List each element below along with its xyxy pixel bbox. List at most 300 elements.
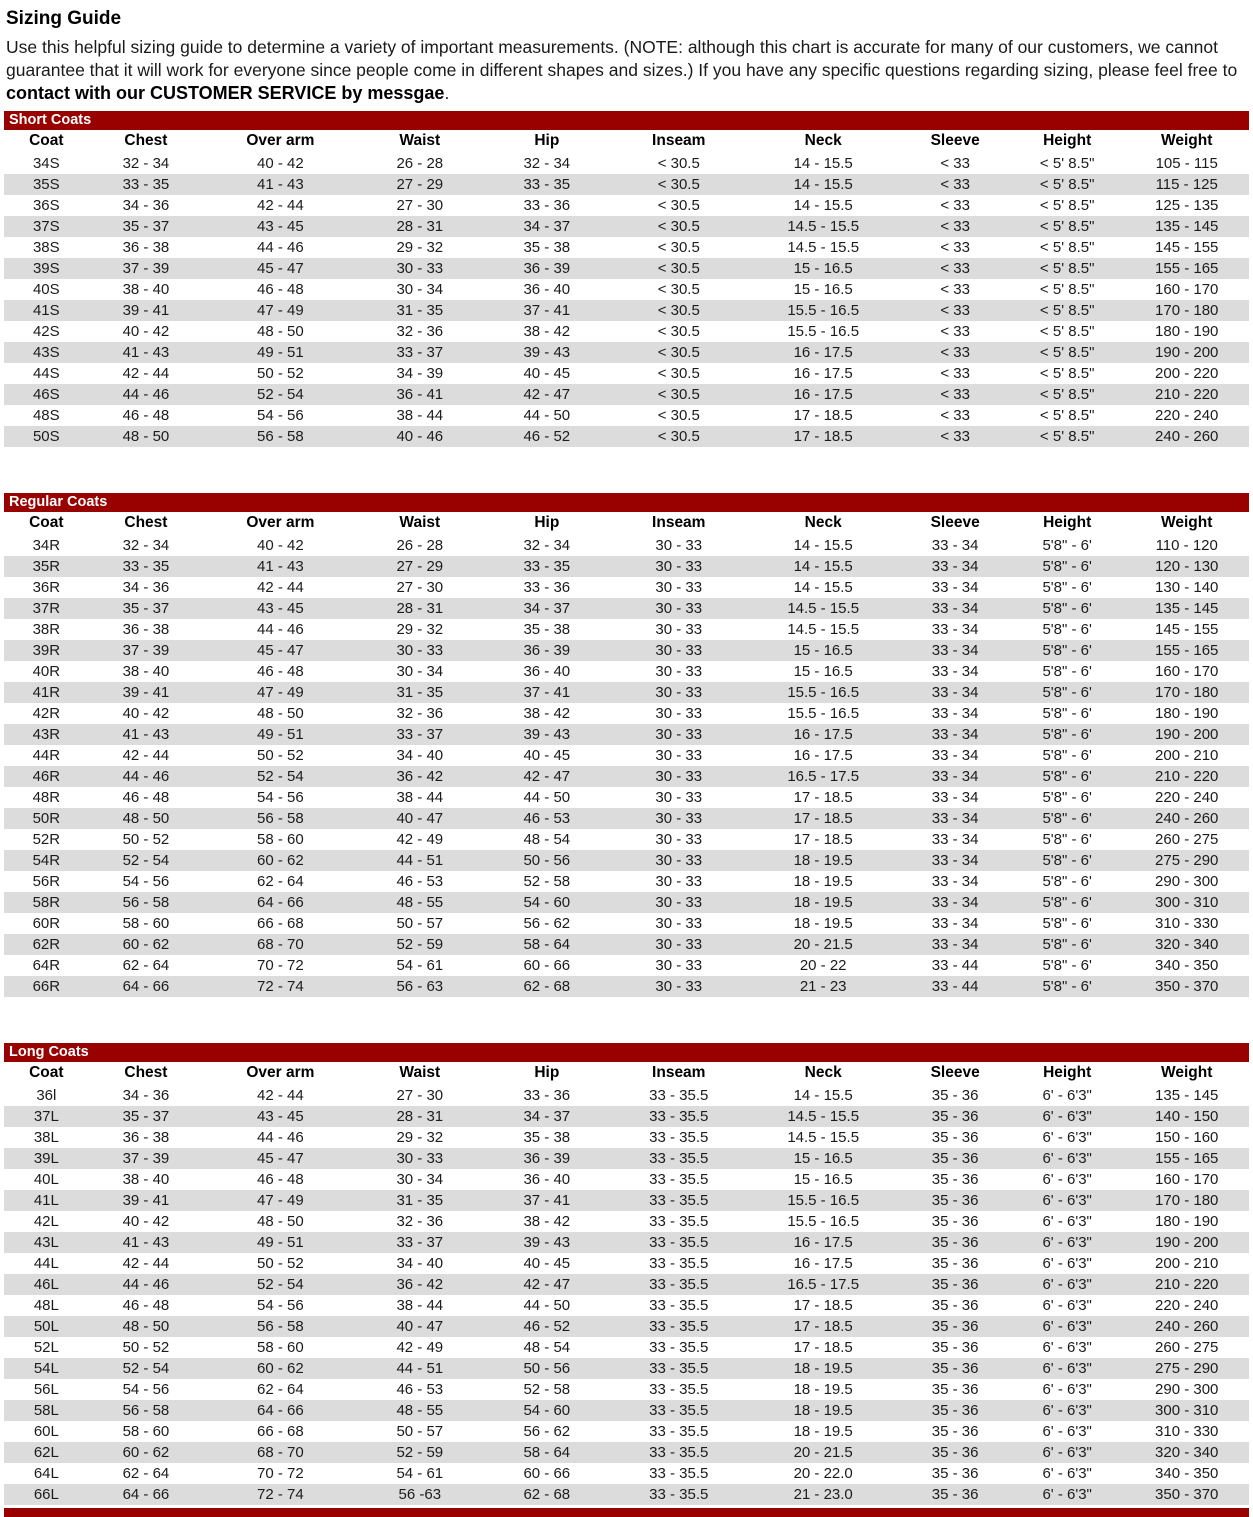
table-row	[4, 1169, 1249, 1190]
table-cell: 34 - 36	[122, 1086, 170, 1104]
table-cell: 56 - 58	[257, 427, 304, 445]
table-cell: < 5' 8.5"	[1039, 301, 1095, 319]
table-cell: < 30.5	[657, 217, 700, 235]
table-row	[4, 384, 1249, 405]
table-cell: < 33	[940, 175, 970, 193]
table-cell: 35 - 36	[931, 1149, 979, 1167]
table-cell: 30 - 33	[655, 872, 703, 890]
table-row	[4, 724, 1249, 745]
table-cell: 18 - 19.5	[793, 851, 853, 869]
table-cell: 33 - 35.5	[649, 1338, 709, 1356]
table-cell: 33 - 36	[523, 578, 571, 596]
table-row	[4, 1316, 1249, 1337]
table-cell: 35 - 36	[931, 1086, 979, 1104]
table-cell: 5'8" - 6'	[1042, 599, 1092, 617]
column-header: Coat	[29, 131, 64, 149]
table-cell: 35 - 36	[931, 1170, 979, 1188]
table-cell: 36R	[32, 578, 61, 596]
table-cell: 240 - 260	[1155, 1317, 1219, 1335]
table-row	[4, 535, 1249, 556]
table-cell: 210 - 220	[1155, 385, 1219, 403]
table-cell: 200 - 210	[1155, 1254, 1219, 1272]
table-cell: 46 - 52	[523, 1317, 571, 1335]
table-cell: 30 - 33	[655, 914, 703, 932]
section-title: Short Coats	[4, 111, 1249, 130]
table-cell: 5'8" - 6'	[1042, 620, 1092, 638]
table-row	[4, 1400, 1249, 1421]
table-cell: 35 - 37	[122, 599, 170, 617]
table-cell: < 5' 8.5"	[1039, 238, 1095, 256]
table-cell: 43 - 45	[257, 217, 304, 235]
table-cell: 33 - 37	[396, 1233, 444, 1251]
table-cell: < 30.5	[657, 175, 700, 193]
table-cell: 36 - 42	[396, 1275, 444, 1293]
table-cell: 34 - 37	[523, 599, 571, 617]
size-table-section-short-coats	[4, 111, 1249, 447]
table-cell: 210 - 220	[1155, 767, 1219, 785]
column-header: Inseam	[652, 1063, 706, 1081]
table-cell: 38R	[32, 620, 61, 638]
intro-bold-text: contact with our CUSTOMER SERVICE by messgae	[6, 82, 445, 103]
table-cell: 18 - 19.5	[793, 893, 853, 911]
table-cell: 33 - 35	[523, 175, 571, 193]
table-cell: 33 - 35.5	[649, 1380, 709, 1398]
table-cell: 33 - 37	[396, 343, 444, 361]
table-cell: 30 - 33	[655, 662, 703, 680]
table-cell: 56 - 62	[523, 914, 571, 932]
table-cell: 5'8" - 6'	[1042, 830, 1092, 848]
table-cell: 28 - 31	[396, 599, 444, 617]
table-cell: 43R	[32, 725, 61, 743]
table-cell: 56 - 58	[122, 893, 170, 911]
table-row	[4, 682, 1249, 703]
table-cell: 42 - 47	[523, 767, 571, 785]
table-cell: 64 - 66	[257, 893, 304, 911]
table-cell: 49 - 51	[257, 1233, 304, 1251]
table-cell: 42 - 47	[523, 1275, 571, 1293]
table-row	[4, 1127, 1249, 1148]
table-row	[4, 1379, 1249, 1400]
table-cell: < 33	[940, 154, 970, 172]
table-cell: 46L	[33, 1275, 59, 1293]
table-cell: 56 -63	[398, 1485, 442, 1503]
table-cell: 44 - 46	[122, 767, 170, 785]
table-cell: 17 - 18.5	[793, 1338, 853, 1356]
table-cell: 5'8" - 6'	[1042, 683, 1092, 701]
table-row	[4, 153, 1249, 174]
table-cell: 52 - 58	[523, 1380, 571, 1398]
table-cell: 37 - 41	[523, 301, 571, 319]
table-row	[4, 598, 1249, 619]
table-cell: 37 - 39	[122, 641, 170, 659]
table-cell: 34S	[32, 154, 60, 172]
table-cell: 190 - 200	[1155, 343, 1219, 361]
table-cell: 46 - 48	[122, 1296, 170, 1314]
table-cell: 66R	[32, 977, 61, 995]
table-cell: 52L	[33, 1338, 59, 1356]
table-cell: 46S	[32, 385, 60, 403]
table-cell: 45 - 47	[257, 1149, 304, 1167]
table-cell: 6' - 6'3"	[1042, 1254, 1092, 1272]
table-cell: 47 - 49	[257, 301, 304, 319]
table-cell: 34 - 40	[396, 746, 444, 764]
table-cell: 32 - 36	[396, 704, 444, 722]
table-cell: < 5' 8.5"	[1039, 406, 1095, 424]
column-header: Height	[1043, 513, 1092, 531]
table-row	[4, 363, 1249, 384]
table-cell: 160 - 170	[1155, 1170, 1219, 1188]
table-cell: 33 - 36	[523, 1086, 571, 1104]
table-cell: 40 - 46	[396, 427, 444, 445]
table-cell: 5'8" - 6'	[1042, 641, 1092, 659]
table-cell: 17 - 18.5	[793, 1317, 853, 1335]
table-cell: 33 - 34	[931, 851, 979, 869]
table-cell: 18 - 19.5	[793, 1422, 853, 1440]
table-cell: 48S	[32, 406, 60, 424]
table-cell: < 5' 8.5"	[1039, 364, 1095, 382]
table-cell: 33 - 34	[931, 599, 979, 617]
table-cell: 32 - 34	[523, 536, 571, 554]
table-cell: 21 - 23	[799, 977, 847, 995]
table-cell: 43S	[32, 343, 60, 361]
table-row	[4, 174, 1249, 195]
table-cell: 29 - 32	[396, 620, 444, 638]
table-row	[4, 955, 1249, 976]
column-header: Sleeve	[930, 1063, 980, 1081]
table-cell: 37 - 39	[122, 1149, 170, 1167]
table-cell: 27 - 29	[396, 175, 444, 193]
table-cell: 30 - 33	[655, 704, 703, 722]
column-header-row	[4, 130, 1249, 153]
table-cell: 44 - 51	[396, 851, 444, 869]
table-cell: 5'8" - 6'	[1042, 725, 1092, 743]
table-cell: 49 - 51	[257, 343, 304, 361]
table-cell: 52 - 54	[257, 767, 304, 785]
table-cell: 30 - 33	[396, 1149, 444, 1167]
table-cell: 52 - 59	[396, 1443, 444, 1461]
table-cell: 60 - 66	[523, 1464, 571, 1482]
table-cell: 36 - 38	[122, 620, 170, 638]
column-header: Coat	[29, 1063, 64, 1081]
table-cell: 62 - 68	[523, 1485, 571, 1503]
table-cell: 58 - 60	[122, 1422, 170, 1440]
table-cell: 5'8" - 6'	[1042, 872, 1092, 890]
table-cell: < 30.5	[657, 385, 700, 403]
table-cell: 6' - 6'3"	[1042, 1191, 1092, 1209]
table-cell: 62 - 64	[122, 1464, 170, 1482]
table-cell: 15 - 16.5	[793, 662, 853, 680]
table-cell: 27 - 30	[396, 1086, 444, 1104]
table-cell: 33 - 35.5	[649, 1485, 709, 1503]
table-cell: 38 - 42	[523, 1212, 571, 1230]
table-cell: < 33	[940, 427, 970, 445]
table-cell: 72 - 74	[257, 1485, 304, 1503]
table-cell: 33 - 34	[931, 641, 979, 659]
table-cell: 42 - 49	[396, 830, 444, 848]
table-cell: 190 - 200	[1155, 725, 1219, 743]
table-cell: 14.5 - 15.5	[787, 599, 860, 617]
table-cell: 5'8" - 6'	[1042, 557, 1092, 575]
table-cell: 35 - 36	[931, 1275, 979, 1293]
table-cell: 33 - 34	[931, 725, 979, 743]
table-cell: 5'8" - 6'	[1042, 536, 1092, 554]
table-cell: 52 - 54	[257, 385, 304, 403]
table-cell: 50 - 52	[122, 830, 170, 848]
table-cell: 30 - 33	[396, 641, 444, 659]
table-cell: 39 - 43	[523, 343, 571, 361]
table-cell: 20 - 21.5	[793, 935, 853, 953]
column-header: Waist	[399, 131, 441, 149]
table-cell: < 33	[940, 343, 970, 361]
table-cell: 30 - 33	[655, 746, 703, 764]
table-row	[4, 1190, 1249, 1211]
table-cell: 15 - 16.5	[793, 1149, 853, 1167]
table-cell: 15 - 16.5	[793, 1170, 853, 1188]
table-cell: < 5' 8.5"	[1039, 154, 1095, 172]
table-cell: 33 - 35.5	[649, 1296, 709, 1314]
table-cell: < 30.5	[657, 343, 700, 361]
table-cell: 260 - 275	[1155, 1338, 1219, 1356]
table-cell: 38 - 42	[523, 704, 571, 722]
table-cell: 54 - 56	[257, 788, 304, 806]
table-cell: < 5' 8.5"	[1039, 385, 1095, 403]
table-row	[4, 892, 1249, 913]
table-cell: 5'8" - 6'	[1042, 767, 1092, 785]
page-title: Sizing Guide	[6, 8, 122, 29]
table-cell: 320 - 340	[1155, 935, 1219, 953]
table-cell: 35 - 36	[931, 1443, 979, 1461]
table-cell: 26 - 28	[396, 536, 444, 554]
table-cell: 155 - 165	[1155, 259, 1219, 277]
table-cell: 42L	[33, 1212, 59, 1230]
table-cell: 52 - 58	[523, 872, 571, 890]
table-row	[4, 577, 1249, 598]
table-cell: 54 - 56	[257, 1296, 304, 1314]
table-cell: 36 - 40	[523, 662, 571, 680]
table-cell: 14.5 - 15.5	[787, 620, 860, 638]
table-cell: 33 - 34	[931, 683, 979, 701]
table-cell: 33 - 35.5	[649, 1317, 709, 1335]
table-cell: 48R	[32, 788, 61, 806]
table-cell: 39 - 41	[122, 1191, 170, 1209]
table-cell: 33 - 44	[931, 977, 979, 995]
table-cell: 60 - 62	[257, 1359, 304, 1377]
table-cell: 40L	[33, 1170, 59, 1188]
table-cell: 48 - 50	[122, 1317, 170, 1335]
table-cell: 33 - 35	[122, 175, 170, 193]
table-cell: 33 - 35	[122, 557, 170, 575]
table-cell: 36 - 38	[122, 1128, 170, 1146]
table-cell: 240 - 260	[1155, 809, 1219, 827]
table-cell: 35 - 36	[931, 1485, 979, 1503]
table-cell: 130 - 140	[1155, 578, 1219, 596]
table-cell: 5'8" - 6'	[1042, 578, 1092, 596]
size-table	[4, 1062, 1249, 1505]
table-cell: 40 - 45	[523, 1254, 571, 1272]
table-cell: < 5' 8.5"	[1039, 427, 1095, 445]
table-cell: 190 - 200	[1155, 1233, 1219, 1251]
table-cell: 6' - 6'3"	[1042, 1170, 1092, 1188]
table-cell: 35 - 36	[931, 1422, 979, 1440]
table-cell: 33 - 35.5	[649, 1212, 709, 1230]
table-row	[4, 619, 1249, 640]
table-cell: 58 - 60	[257, 830, 304, 848]
table-cell: 42 - 47	[523, 385, 571, 403]
table-cell: 43 - 45	[257, 599, 304, 617]
table-cell: 68 - 70	[257, 935, 304, 953]
table-row	[4, 661, 1249, 682]
table-cell: 15 - 16.5	[793, 280, 853, 298]
table-cell: 6' - 6'3"	[1042, 1485, 1092, 1503]
table-row	[4, 1274, 1249, 1295]
table-cell: 33 - 35.5	[649, 1128, 709, 1146]
table-cell: 6' - 6'3"	[1042, 1422, 1092, 1440]
table-cell: 30 - 33	[655, 956, 703, 974]
table-cell: 30 - 33	[655, 683, 703, 701]
table-cell: 30 - 33	[655, 977, 703, 995]
table-cell: 340 - 350	[1155, 1464, 1219, 1482]
table-cell: 140 - 150	[1155, 1107, 1219, 1125]
table-cell: < 33	[940, 301, 970, 319]
table-cell: 52 - 54	[122, 851, 170, 869]
table-cell: 46 - 48	[257, 1170, 304, 1188]
table-row	[4, 1148, 1249, 1169]
table-row	[4, 808, 1249, 829]
table-cell: 16 - 17.5	[793, 364, 853, 382]
table-cell: 135 - 145	[1155, 217, 1219, 235]
table-cell: 5'8" - 6'	[1042, 809, 1092, 827]
table-cell: 35 - 38	[523, 620, 571, 638]
table-cell: 44 - 50	[523, 788, 571, 806]
table-cell: 47 - 49	[257, 1191, 304, 1209]
table-cell: 62 - 64	[122, 956, 170, 974]
table-cell: 18 - 19.5	[793, 872, 853, 890]
table-cell: 32 - 34	[122, 154, 170, 172]
table-cell: 33 - 35.5	[649, 1275, 709, 1293]
table-cell: 50S	[32, 427, 60, 445]
table-cell: 33 - 34	[931, 578, 979, 596]
table-cell: 44 - 51	[396, 1359, 444, 1377]
table-cell: 56 - 63	[396, 977, 444, 995]
table-cell: 30 - 33	[655, 599, 703, 617]
table-cell: 33 - 37	[396, 725, 444, 743]
table-cell: 5'8" - 6'	[1042, 851, 1092, 869]
table-cell: 5'8" - 6'	[1042, 935, 1092, 953]
column-header: Weight	[1161, 1063, 1213, 1081]
table-cell: 70 - 72	[257, 956, 304, 974]
table-cell: 33 - 34	[931, 872, 979, 890]
table-cell: 36S	[32, 196, 60, 214]
table-cell: 39 - 41	[122, 683, 170, 701]
column-header: Sleeve	[930, 513, 980, 531]
table-cell: 48 - 50	[257, 1212, 304, 1230]
table-row	[4, 871, 1249, 892]
table-cell: < 30.5	[657, 301, 700, 319]
table-cell: 33 - 35.5	[649, 1149, 709, 1167]
table-cell: 15 - 16.5	[793, 641, 853, 659]
table-cell: 64 - 66	[122, 977, 170, 995]
table-row	[4, 787, 1249, 808]
table-cell: 56L	[33, 1380, 59, 1398]
table-cell: 60 - 62	[257, 851, 304, 869]
column-header: Weight	[1161, 131, 1213, 149]
table-cell: 33 - 34	[931, 788, 979, 806]
table-cell: 39 - 41	[122, 301, 170, 319]
table-cell: 33 - 34	[931, 620, 979, 638]
table-cell: 16 - 17.5	[793, 343, 853, 361]
table-cell: 33 - 36	[523, 196, 571, 214]
table-cell: 52 - 59	[396, 935, 444, 953]
table-cell: 180 - 190	[1155, 1212, 1219, 1230]
table-cell: 66 - 68	[257, 914, 304, 932]
table-cell: 5'8" - 6'	[1042, 914, 1092, 932]
table-cell: 33 - 34	[931, 893, 979, 911]
table-cell: 30 - 33	[655, 578, 703, 596]
table-row	[4, 1106, 1249, 1127]
table-cell: < 33	[940, 406, 970, 424]
table-cell: 50 - 57	[396, 1422, 444, 1440]
table-cell: 62L	[33, 1443, 59, 1461]
table-cell: 64R	[32, 956, 61, 974]
table-cell: 66 - 68	[257, 1422, 304, 1440]
column-header: Over arm	[246, 131, 315, 149]
table-cell: 125 - 135	[1155, 196, 1219, 214]
table-cell: 275 - 290	[1155, 851, 1219, 869]
table-cell: < 5' 8.5"	[1039, 322, 1095, 340]
table-cell: 56R	[32, 872, 61, 890]
table-cell: 30 - 33	[396, 259, 444, 277]
table-cell: 6' - 6'3"	[1042, 1107, 1092, 1125]
table-cell: 38 - 40	[122, 280, 170, 298]
table-cell: 28 - 31	[396, 1107, 444, 1125]
size-table-section-long-coats	[4, 1043, 1249, 1505]
table-cell: 46 - 52	[523, 427, 571, 445]
table-cell: 20 - 21.5	[793, 1443, 853, 1461]
table-cell: 15.5 - 16.5	[787, 704, 860, 722]
table-cell: 33 - 34	[931, 746, 979, 764]
table-cell: 42S	[32, 322, 60, 340]
table-cell: 35 - 36	[931, 1254, 979, 1272]
table-cell: 17 - 18.5	[793, 830, 853, 848]
table-cell: 30 - 33	[655, 620, 703, 638]
table-cell: 32 - 34	[122, 536, 170, 554]
table-cell: 34R	[32, 536, 61, 554]
table-cell: 6' - 6'3"	[1042, 1128, 1092, 1146]
table-cell: 70 - 72	[257, 1464, 304, 1482]
table-cell: 43L	[33, 1233, 59, 1251]
table-cell: 30 - 33	[655, 809, 703, 827]
table-row	[4, 1421, 1249, 1442]
table-cell: 17 - 18.5	[793, 406, 853, 424]
table-cell: 42R	[32, 704, 61, 722]
table-cell: < 5' 8.5"	[1039, 259, 1095, 277]
table-cell: < 30.5	[657, 280, 700, 298]
column-header: Sleeve	[930, 131, 980, 149]
table-cell: 44 - 50	[523, 1296, 571, 1314]
column-header: Inseam	[652, 131, 706, 149]
table-cell: 56 - 58	[257, 1317, 304, 1335]
table-cell: 30 - 33	[655, 725, 703, 743]
table-cell: 16.5 - 17.5	[787, 1275, 860, 1293]
size-table-section-regular-coats	[4, 493, 1249, 997]
table-cell: 39S	[32, 259, 60, 277]
table-cell: 115 - 125	[1155, 175, 1218, 193]
table-row	[4, 237, 1249, 258]
table-cell: 35 - 36	[931, 1212, 979, 1230]
table-cell: 36 - 40	[523, 280, 571, 298]
table-cell: 46 - 53	[396, 872, 444, 890]
table-cell: 41S	[32, 301, 60, 319]
